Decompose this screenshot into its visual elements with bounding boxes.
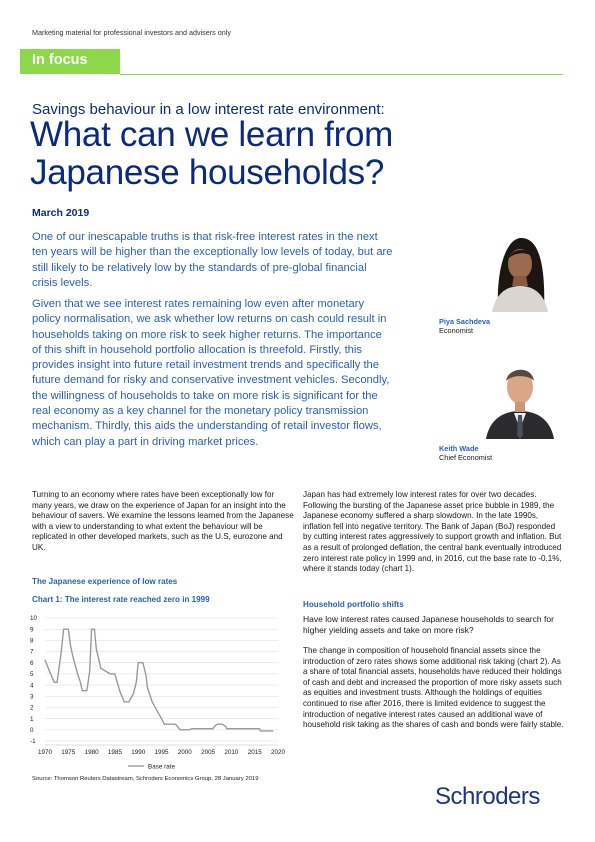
y-tick-label: 8 — [30, 637, 34, 645]
y-tick-label: 7 — [30, 648, 34, 656]
author-name-2: Keith Wade — [439, 444, 479, 453]
legend-label-base-rate: Base rate — [148, 763, 175, 771]
page-title: What can we learn from Japanese households? — [30, 115, 393, 192]
y-tick-label: -1 — [30, 738, 36, 746]
author-role-2: Chief Economist — [439, 453, 493, 462]
base-rate-chart — [28, 608, 298, 773]
author-name-1: Piya Sachdeva — [439, 317, 491, 326]
intro-paragraph: Turning to an economy where rates have been exceptionally low for many years, we draw on the experience of Japan for an insight into the behaviour of savers. We examine the lessons learned from the Japanese with a view to understanding to what extent the behaviour will be replicated in other developed markets, such as the U.S, eurozone and UK. — [32, 490, 294, 552]
y-tick-label: 1 — [30, 715, 34, 723]
publication-date: March 2019 — [32, 207, 90, 219]
x-tick-label: 1995 — [154, 749, 169, 756]
y-tick-label: 9 — [30, 626, 34, 634]
x-tick-label: 2010 — [224, 749, 239, 756]
portfolio-change-paragraph: The change in composition of household financial assets since the introduction of zero rates shows some additional risk taking (chart 2). As a share of total financial assets, households have reduced their holdings of cash and debt and increased the proportion of more risky assets such as equities and investment trusts. Although the holdings of equities continued to rise after 2016, there is limited evidence to suggest the introduction of negative interest rates caused an additional wave of household risk taking as the shares of cash and bonds were fairly stable. — [303, 646, 564, 730]
x-tick-label: 1975 — [61, 749, 76, 756]
subtitle: Savings behaviour in a low interest rate environment: — [32, 101, 385, 118]
x-tick-label: 2015 — [247, 749, 262, 756]
series-line-base-rate — [45, 629, 273, 731]
lead-paragraph-2: Given that we see interest rates remaining low even after monetary policy normalisation, we ask whether low returns on cash could result in households taking on more risk to seek higher returns. The importance of this shift in household portfolio allocation is threefold. Firstly, this provides insight into future retail investment trends and specifically the future demand for risky and conservative investment vehicles. Secondly, the willingness of households to take on more risk is significant for the real economy as a key channel for the monetary policy transmission mechanism. Thirdly, this aids the understanding of retail investor flows, which can play a part in driving market prices. — [32, 298, 390, 448]
x-tick-label: 1985 — [107, 749, 122, 756]
y-tick-label: 10 — [30, 615, 38, 623]
y-tick-label: 5 — [30, 671, 34, 679]
y-tick-label: 2 — [30, 704, 34, 712]
x-tick-label: 1970 — [37, 749, 53, 756]
question-paragraph: Have low interest rates caused Japanese households to search for higher yielding assets and take on more risk? — [303, 614, 554, 635]
x-tick-label: 2020 — [270, 749, 286, 756]
header-divider — [120, 74, 563, 75]
x-tick-label: 1990 — [131, 749, 146, 756]
y-tick-label: 6 — [30, 659, 34, 667]
schroders-logo: Schroders — [435, 783, 540, 810]
disclaimer: Marketing material for professional investors and advisers only — [32, 28, 231, 37]
y-tick-label: 0 — [30, 727, 34, 735]
section-heading-japanese-experience: The Japanese experience of low rates — [32, 577, 178, 586]
in-focus-label: In focus — [32, 52, 88, 68]
author-photo-keith-wade — [478, 355, 562, 439]
japan-rates-paragraph: Japan has had extremely low interest rates for over two decades. Following the bursting of the Japanese asset price bubble in 1989, the Japanese economy suffered a sharp slowdown. In the late 1990s, inflation fell into negative territory. The Bank of Japan (BoJ) responded by cutting interest rates aggressively to support growth and inflation. But as a result of prolonged deflation, the central bank eventually introduced zero interest rate policy in 1999 and, in 2016, cut the base rate to -0.1%, where it stands today (chart 1). — [303, 490, 562, 574]
x-tick-label: 2000 — [177, 749, 192, 756]
x-tick-label: 1980 — [84, 749, 99, 756]
chart-title: Chart 1: The interest rate reached zero in 1999 — [32, 595, 210, 604]
lead-paragraph-1: One of our inescapable truths is that risk-free interest rates in the next ten years will be higher than the exceptionally low levels of today, but are still likely to be relatively low by the standards of pre-global financial crisis levels. — [32, 231, 393, 289]
author-photo-piya-sachdeva — [478, 228, 562, 312]
y-tick-label: 3 — [30, 693, 34, 701]
section-heading-household-shifts: Household portfolio shifts — [303, 600, 404, 609]
source-note: Source: Thomson Reuters Datastream, Schroders Economics Group, 28 January 2019 — [32, 776, 259, 782]
author-role-1: Economist — [439, 326, 474, 335]
x-tick-label: 2005 — [201, 749, 216, 756]
y-tick-label: 4 — [30, 682, 34, 690]
